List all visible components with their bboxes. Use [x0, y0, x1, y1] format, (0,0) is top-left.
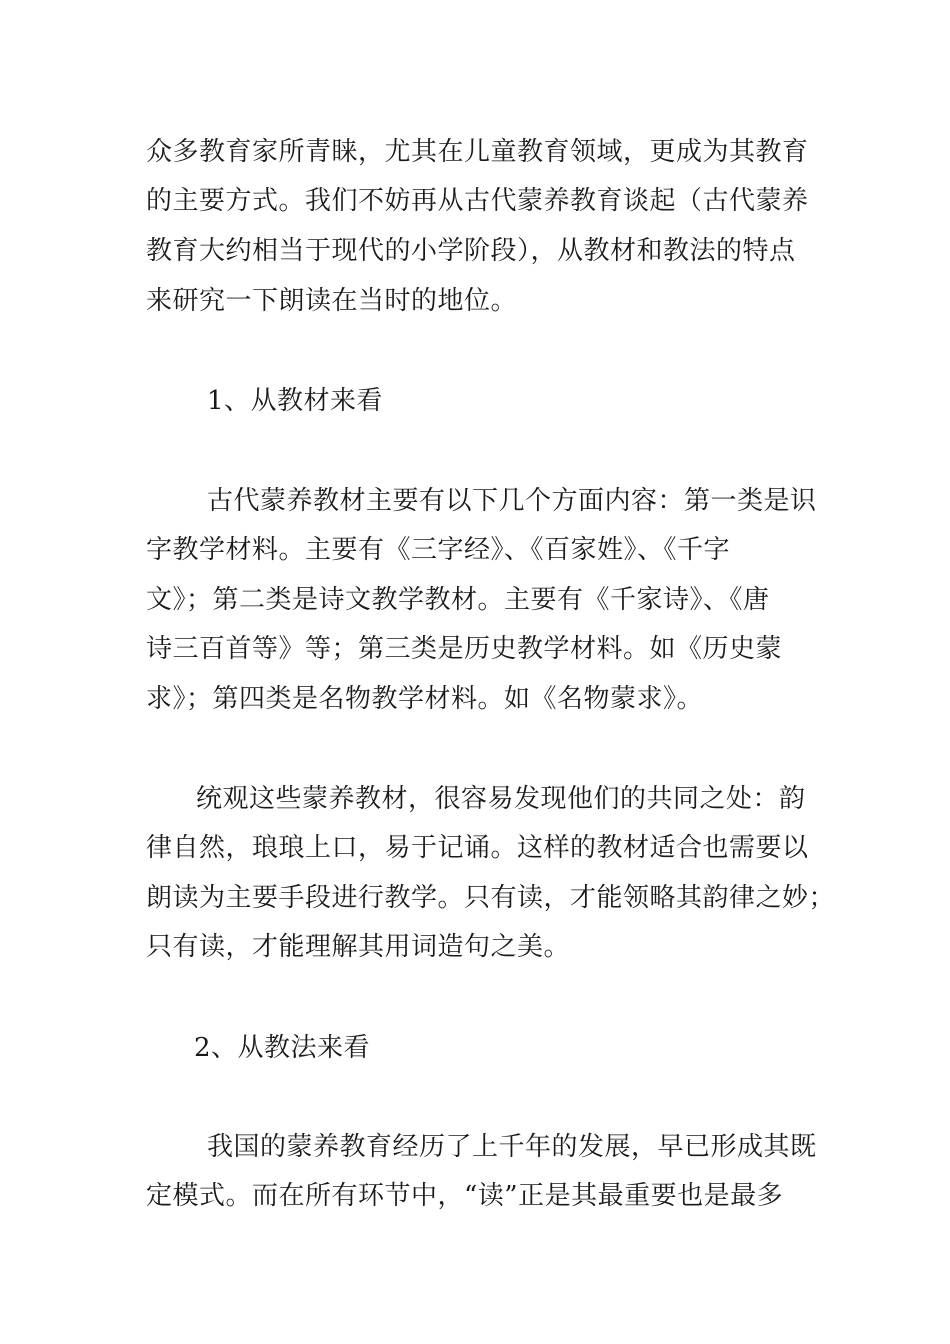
paragraph-2-line-3: 文》；第二类是诗文教学教材。主要有《千家诗》、《唐: [146, 585, 770, 615]
paragraph-1-line-1: 众多教育家所青睐，尤其在儿童教育领域，更成为其教育: [146, 137, 809, 167]
paragraph-2-line-4: 诗三百首等》等；第三类是历史教学材料。如《历史蒙: [146, 634, 783, 664]
paragraph-2-line-2: 字教学材料。主要有《三字经》、《百家姓》、《千字: [146, 535, 731, 565]
paragraph-1-line-4: 来研究一下朗读在当时的地位。: [146, 286, 518, 316]
section-heading-1: 1、从教材来看: [207, 386, 384, 416]
paragraph-4-line-2: 定模式。而在所有环节中，“读”正是其最重要也是最多: [146, 1181, 784, 1211]
paragraph-2-line-5: 求》；第四类是名物教学材料。如《名物蒙求》。: [146, 684, 704, 714]
paragraph-4-line-1: 我国的蒙养教育经历了上千年的发展，早已形成其既: [207, 1132, 817, 1162]
section-heading-2: 2、从教法来看: [194, 1033, 371, 1063]
paragraph-3-line-2: 律自然，琅琅上口，易于记诵。这样的教材适合也需要以: [146, 833, 809, 863]
paragraph-2-line-1: 古代蒙养教材主要有以下几个方面内容：第一类是识: [207, 486, 817, 516]
paragraph-1-line-3: 教育大约相当于现代的小学阶段），从教材和教法的特点: [146, 236, 796, 266]
paragraph-3-line-3: 朗读为主要手段进行教学。只有读，才能领略其韵律之妙；: [146, 883, 836, 913]
paragraph-1-line-2: 的主要方式。我们不妨再从古代蒙养教育谈起（古代蒙养: [146, 186, 809, 216]
paragraph-3-line-4: 只有读，才能理解其用词造句之美。: [146, 932, 571, 962]
paragraph-3-line-1: 统观这些蒙养教材，很容易发现他们的共同之处：韵: [196, 784, 806, 814]
